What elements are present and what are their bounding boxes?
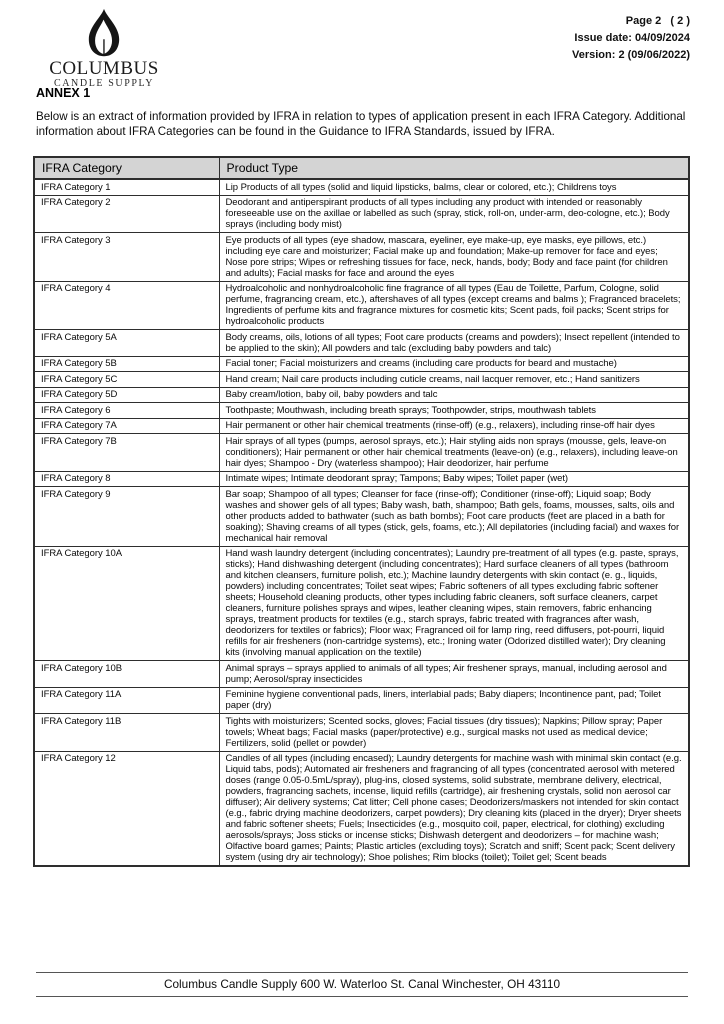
annex-title: ANNEX 1 xyxy=(36,86,91,100)
ifra-category-cell: IFRA Category 6 xyxy=(34,403,219,419)
product-type-cell: Hair sprays of all types (pumps, aerosol sprays, etc.); Hair styling aids non sprays (mousse, gels, leave-on conditioners); Hair permanent or other hair chemical treatments (leave-on) (e.g., relaxers), including leave-on hair dyes; Shampoo - Dry (waterless shampoo); Hair deodorizer, hair perfume xyxy=(219,434,689,472)
ifra-category-cell: IFRA Category 5D xyxy=(34,387,219,403)
ifra-category-cell: IFRA Category 10B xyxy=(34,661,219,688)
ifra-category-cell: IFRA Category 7B xyxy=(34,434,219,472)
product-type-cell: Eye products of all types (eye shadow, mascara, eyeliner, eye make-up, eye masks, eye pillows, etc.) including eye care and moisturizer; Facial make up and foundation; Make-up remover for face and eyes; Nose pore strips; Wipes or refreshing tissues for face, neck, hands, body; Body and face paint (for children and adults); Facial masks for face and around the eyes xyxy=(219,233,689,282)
logo-company-name: COLUMBUS xyxy=(49,58,159,79)
ifra-category-cell: IFRA Category 5A xyxy=(34,330,219,357)
ifra-category-cell: IFRA Category 4 xyxy=(34,281,219,330)
ifra-category-cell: IFRA Category 5B xyxy=(34,356,219,372)
table-row xyxy=(34,195,689,233)
table-row xyxy=(34,403,689,419)
document-meta xyxy=(572,13,690,64)
product-type-cell: Bar soap; Shampoo of all types; Cleanser for face (rinse-off); Conditioner (rinse-off); Liquid soap; Body washes and shower gels of all types; Baby wash, bath, shampoo; Bath gels, foams, mousses, salts, oils and other products added to bathwater (such as bath bombs); Foot care products (feet are placed in a bath for soaking); Shaving creams of all types (stick, gels, foams, etc.); All depilatories (including facial) and waxes for mechanical hair removal xyxy=(219,487,689,547)
page-number: Page 2 ( 2 ) xyxy=(625,15,690,27)
footer-address: Columbus Candle Supply 600 W. Waterloo St. Canal Winchester, OH 43110 xyxy=(163,977,561,991)
column-header-ifra-category: IFRA Category xyxy=(34,157,219,179)
table-row xyxy=(34,687,689,714)
product-type-cell: Baby cream/lotion, baby oil, baby powders and talc xyxy=(219,387,689,403)
ifra-category-cell: IFRA Category 12 xyxy=(34,751,219,866)
product-type-cell: Feminine hygiene conventional pads, liners, interlabial pads; Baby diapers; Incontinence pant, pad; Toilet paper (dry) xyxy=(219,687,689,714)
table-row xyxy=(34,434,689,472)
product-type-cell: Animal sprays – sprays applied to animals of all types; Air freshener sprays, manual, including aerosol and pump; Aerosol/spray insecticides xyxy=(219,661,689,688)
page-footer xyxy=(36,972,688,997)
ifra-category-cell: IFRA Category 11A xyxy=(34,687,219,714)
product-type-cell: Intimate wipes; Intimate deodorant spray; Tampons; Baby wipes; Toilet paper (wet) xyxy=(219,471,689,487)
table-row xyxy=(34,356,689,372)
product-type-cell: Facial toner; Facial moisturizers and creams (including care products for beard and mustache) xyxy=(219,356,689,372)
product-type-cell: Hand cream; Nail care products including cuticle creams, nail lacquer remover, etc.; Hand sanitizers xyxy=(219,372,689,388)
version: Version: 2 (09/06/2022) xyxy=(571,49,690,61)
issue-date: Issue date: 04/09/2024 xyxy=(574,32,690,44)
ifra-category-cell: IFRA Category 3 xyxy=(34,233,219,282)
flame-icon xyxy=(46,8,162,58)
table-row xyxy=(34,661,689,688)
product-type-cell: Toothpaste; Mouthwash, including breath sprays; Toothpowder, strips, mouthwash tablets xyxy=(219,403,689,419)
product-type-cell: Deodorant and antiperspirant products of all types including any product with intended or reasonably foreseeable use on the axillae or labelled as such (spray, stick, roll-on, under-arm, deo-cologne, etc.); Body sprays (including body mist) xyxy=(219,195,689,233)
table-row xyxy=(34,372,689,388)
product-type-cell: Hydroalcoholic and nonhydroalcoholic fine fragrance of all types (Eau de Toilette, Parfum, Cologne, solid perfume, fragrancing cream, etc.), aftershaves of all types (except creams and balms ); Fragranced bracelets; Ingredients of perfume kits and fragrance mixtures for cosmetic kits; Scent pads, foil packs; Scent strips for hydroalcoholic products xyxy=(219,281,689,330)
table-row xyxy=(34,179,689,195)
product-type-cell: Hand wash laundry detergent (including concentrates); Laundry pre-treatment of all types (e.g. paste, sprays, sticks); Hand dishwashing detergent (including concentrates); Hard surface cleaners of all types (bathroom and kitchen cleansers, furniture polish, etc.); Machine laundry detergents with skin contact (e. g., liquids, powders) including concentrates; Toilet seat wipes; Fabric softeners of all types excluding fabric softener sheets; Household cleaning products, other types including fabric cleaners, soft surface cleaners, carpet cleaners, furniture polishes sprays and wipes, leather cleaning wipes, stain removers, fabric enhancing sprays, treatment products for textiles (e.g., starch sprays, fabric treated with fragrances after wash, deodorizers for textiles or fabrics); Floor wax; Fragranced oil for lamp ring, reed diffusers, pot-pourri, liquid refills for air fresheners (non-cartridge systems), etc.; Ironing water (Odorized distilled water); Dry cleaning kits (involving manual application on the textile) xyxy=(219,546,689,661)
ifra-category-cell: IFRA Category 11B xyxy=(34,714,219,752)
intro-paragraph: Below is an extract of information provided by IFRA in relation to types of application present in each IFRA Category. Additional information about IFRA Categories can be found in the Guidance to IFRA Standards, issued by IFRA. xyxy=(36,110,686,138)
table-row xyxy=(34,330,689,357)
product-type-cell: Candles of all types (including encased); Laundry detergents for machine wash with minimal skin contact (e.g. Liquid tabs, pods); Automated air fresheners and fragrancing of all types (concentrated aerosol with metered doses (range 0.05-0.5mL/spray), plug-ins, closed systems, solid substrate, membrane delivery, electrical, powders, fragrancing sachets, incense, liquid refills (cartridge), air freshening crystals, solid non aerosol car diffuser); Air delivery systems; Cat litter; Cell phone cases; Deodorizers/maskers not intended for skin contact (e.g., fabric drying machine deodorizers, carpet powders); Dry cleaning kits (placed in the dryer); Dryer sheets and fabric softener sheets; Fuels; Insecticides (e.g., mosquito coil, paper, electrical, for clothing) excluding aerosols/sprays; Joss sticks or incense sticks; Dishwash detergent and deodorizers – for machine wash; Olfactive board games; Paints; Plastic articles (excluding toys); Scratch and sniff; Scent pack; Scent delivery system (using dry air technology); Shoe polishes; Rim blocks (toilet); Toilet gel; Scent beads xyxy=(219,751,689,866)
table-row xyxy=(34,281,689,330)
product-type-cell: Tights with moisturizers; Scented socks, gloves; Facial tissues (dry tissues); Napkins; Pillow spray; Paper towels; Wheat bags; Facial masks (paper/protective) e.g., surgical masks not used as medical device; Fertilizers, solid (pellet or powder) xyxy=(219,714,689,752)
table-row xyxy=(34,487,689,547)
ifra-category-cell: IFRA Category 8 xyxy=(34,471,219,487)
table-row xyxy=(34,546,689,661)
product-type-cell: Lip Products of all types (solid and liquid lipsticks, balms, clear or colored, etc.); Childrens toys xyxy=(219,179,689,195)
table-row xyxy=(34,714,689,752)
ifra-category-cell: IFRA Category 10A xyxy=(34,546,219,661)
ifra-category-cell: IFRA Category 5C xyxy=(34,372,219,388)
logo-company-subtitle: CANDLE SUPPLY xyxy=(53,78,155,89)
table-row xyxy=(34,387,689,403)
ifra-category-cell: IFRA Category 9 xyxy=(34,487,219,547)
ifra-category-cell: IFRA Category 7A xyxy=(34,418,219,434)
company-logo xyxy=(46,8,162,90)
ifra-category-cell: IFRA Category 2 xyxy=(34,195,219,233)
product-type-cell: Hair permanent or other hair chemical treatments (rinse-off) (e.g., relaxers), including rinse-off hair dyes xyxy=(219,418,689,434)
product-type-cell: Body creams, oils, lotions of all types; Foot care products (creams and powders); Insect repellent (intended to be applied to the skin); All powders and talc (excluding baby powders and talc) xyxy=(219,330,689,357)
table-row xyxy=(34,471,689,487)
table-header-row xyxy=(34,157,689,179)
ifra-category-table xyxy=(33,156,690,867)
column-header-product-type: Product Type xyxy=(219,157,689,179)
ifra-category-cell: IFRA Category 1 xyxy=(34,179,219,195)
table-row xyxy=(34,233,689,282)
table-row xyxy=(34,418,689,434)
table-row xyxy=(34,751,689,866)
